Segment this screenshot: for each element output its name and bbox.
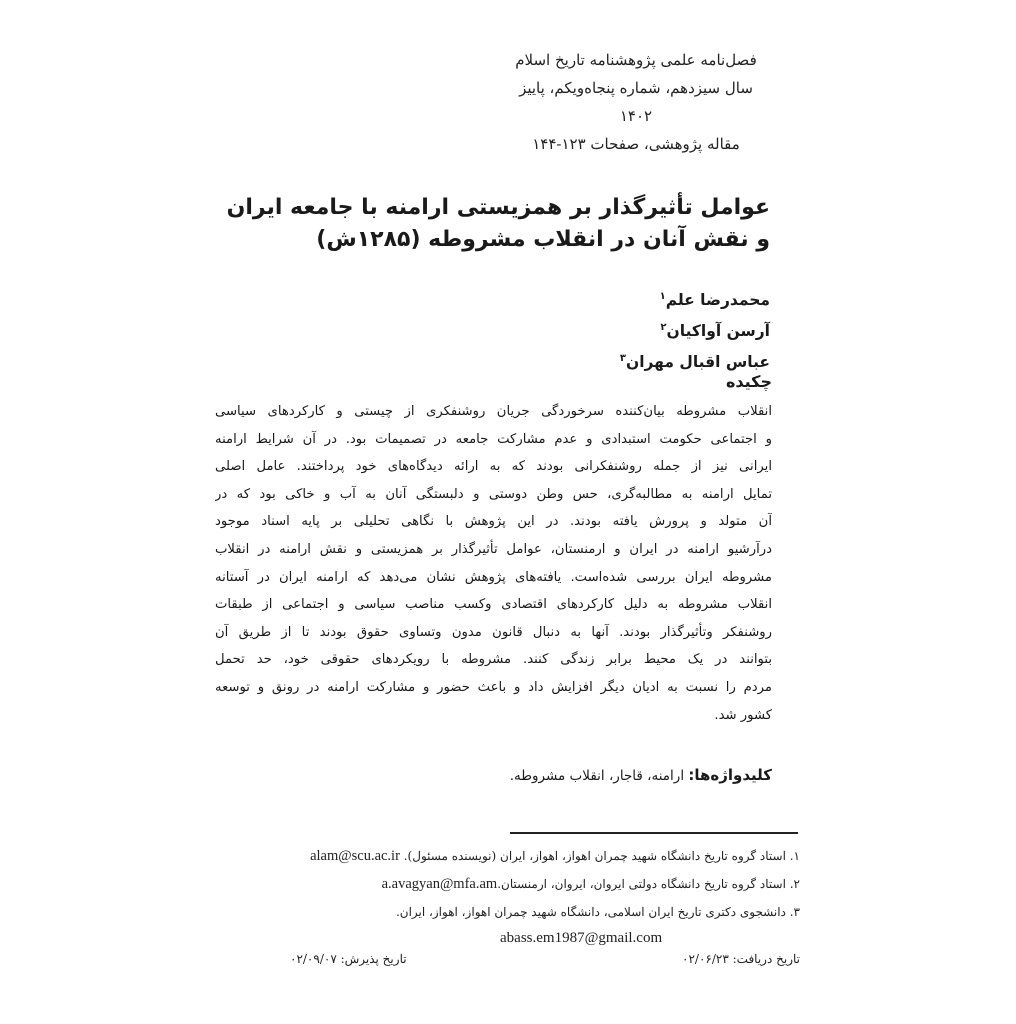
keywords-label: کلیدواژه‌ها:: [688, 766, 772, 784]
abstract-line: مشروطه ایران بررسی شده‌است. یافته‌های پژوهش نشان می‌دهد که ارامنه ایران در آستانه: [215, 569, 772, 585]
author-name: عباس اقبال مهران: [626, 353, 770, 372]
footnote-3: [225, 902, 800, 922]
author-name: آرسن آواکیان: [666, 322, 770, 341]
footnote-mark: ۳: [619, 353, 626, 365]
footnote-text: ۲. استاد گروه تاریخ دانشگاه دولتی ایروان، ایروان، ارمنستان.: [497, 877, 800, 891]
abstract-line: ایرانی نیز از جمله روشنفکرانی بودند که به ارائه دیدگاه‌های خود پرداختند. عامل اصلی: [215, 459, 772, 475]
abstract-body: [215, 398, 772, 729]
abstract-line: انقلاب مشروطه به دلیل کارکردهای اقتصادی وکسب مناصب سیاسی و اجتماعی از طبقات: [215, 597, 772, 613]
article-pages: مقاله پژوهشی، صفحات ۱۲۳-۱۴۴: [532, 135, 740, 153]
keywords: [510, 766, 772, 784]
abstract-heading: چکیده: [725, 372, 772, 391]
abstract-line: و اجتماعی حکومت استبدادی و عدم مشارکت جامعه در تصمیمات بود. در آن شرایط ارامنه: [215, 431, 772, 447]
footnote-mark: ۲: [660, 322, 667, 334]
author-list: [620, 283, 770, 376]
journal-header: [506, 46, 766, 158]
footnote-divider: [510, 832, 798, 834]
journal-name: فصل‌نامه علمی پژوهشنامه تاریخ اسلام: [515, 51, 757, 69]
footnote-3-email-line: [500, 928, 800, 948]
footnote-email: a.avagyan@mfa.am: [381, 876, 498, 892]
abstract-line: کشور شد.: [714, 707, 772, 723]
footnote-text: ۱. استاد گروه تاریخ دانشگاه شهید چمران اهواز، اهواز، ایران (نویسنده مسئول).: [399, 849, 800, 863]
footnote-2: [225, 874, 800, 894]
footnote-text: ۳. دانشجوی دکتری تاریخ ایران اسلامی، دانشگاه شهید چمران اهواز، اهواز، ایران.: [395, 905, 800, 919]
abstract-line: روشنفکر وتأثیرگذار بودند. آنها به دنبال قانون مدون وتساوی حقوق بودند تا از طریق آن: [215, 624, 772, 640]
footnote-mark: ۱: [659, 291, 666, 302]
author: [620, 283, 770, 314]
footnote-email: abass.em1987@gmail.com: [500, 930, 663, 946]
abstract-line: بتوانند در یک محیط برابر زندگی کنند. مشروطه با رویکردهای حقوقی خود، حد تحمل: [215, 652, 772, 668]
abstract-line: درآرشیو ارامنه در ایران و ارمنستان، عوامل تأثیرگذار بر همزیستی و نقش ارامنه در انقلاب: [215, 541, 772, 557]
accepted-date: تاریخ پذیرش: ۰۲/۰۹/۰۷: [290, 952, 407, 966]
abstract-line: مردم را نسبت به ادیان دیگر افزایش داد و باعث حضور و مشارکت ارامنه در رونق و توسعه: [215, 679, 772, 695]
keywords-value: ارامنه، قاجار، انقلاب مشروطه.: [509, 768, 685, 784]
received-date: تاریخ دریافت: ۰۲/۰۶/۲۳: [682, 952, 800, 966]
abstract-line: آن متولد و پرورش یافته بودند. در این پژوهش با نگاهی تحلیلی بر پایه اسناد موجود: [215, 514, 772, 530]
journal-issue: سال سیزدهم، شماره پنجاه‌ویکم، پاییز ۱۴۰۲: [519, 79, 753, 125]
author-name: محمدرضا علم: [665, 291, 770, 310]
abstract-line: تمایل ارامنه به مطالبه‌گری، حس وطن دوستی و دلبستگی آنان به آب و خاکی بود که در: [215, 486, 772, 502]
author: [620, 314, 770, 345]
footnote-email: alam@scu.ac.ir: [310, 848, 400, 864]
title-line-2: و نقش آنان در انقلاب مشروطه (۱۲۸۵ش): [316, 227, 770, 252]
dates: [290, 952, 800, 966]
footnote-1: [225, 846, 800, 866]
title-line-1: عوامل تأثیرگذار بر همزیستی ارامنه با جامعه ایران: [226, 195, 770, 220]
article-title: [227, 192, 770, 256]
abstract-line: انقلاب مشروطه بیان‌کننده سرخوردگی جریان روشنفکری از چیستی و کارکردهای سیاسی: [215, 404, 772, 419]
